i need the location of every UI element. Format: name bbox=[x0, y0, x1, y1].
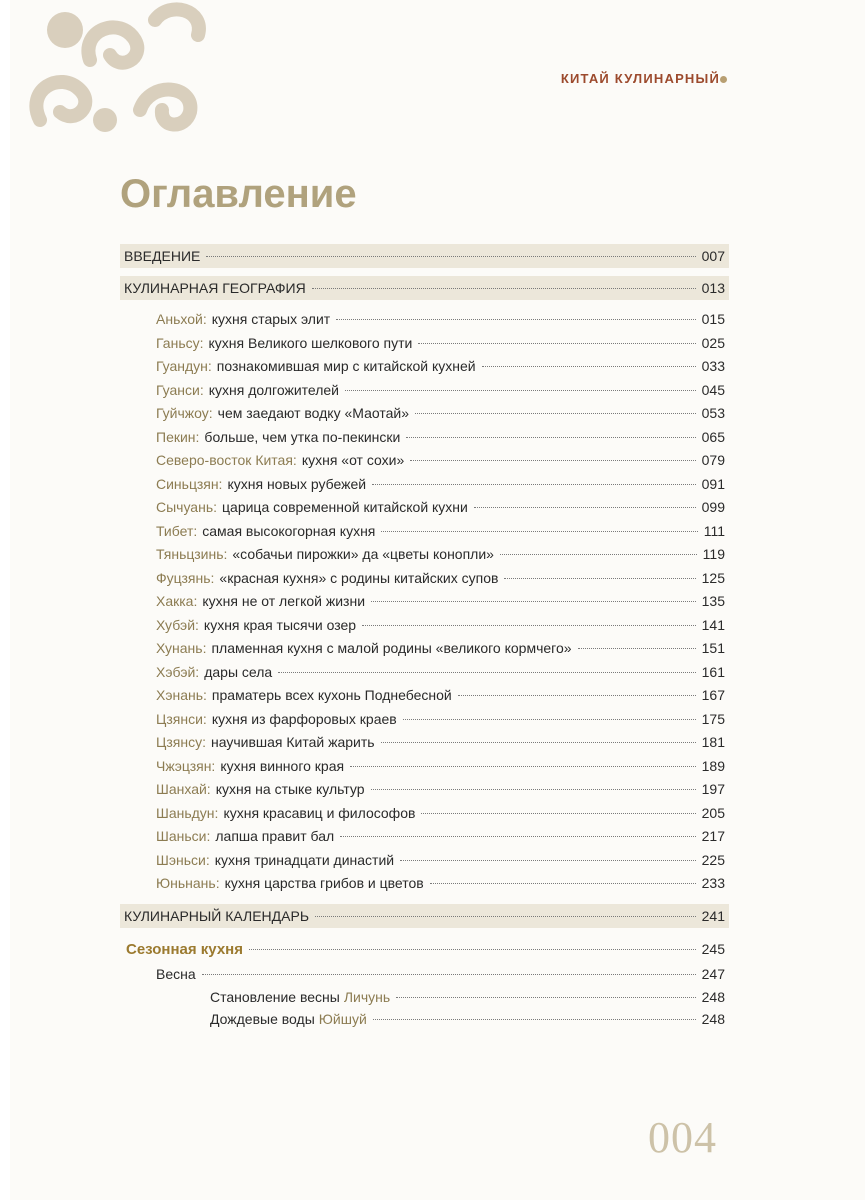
entry-label bbox=[156, 755, 344, 779]
dot-leader bbox=[315, 916, 696, 917]
page-number: 025 bbox=[701, 334, 725, 351]
entry-description: кухня на стыке культур bbox=[215, 781, 365, 797]
entry-description: пламенная кухня с малой родины «великого кормчего» bbox=[211, 640, 572, 656]
book-page bbox=[10, 0, 865, 1200]
toc-entry[interactable] bbox=[120, 802, 729, 826]
entry-label bbox=[156, 825, 334, 849]
page-number: 007 bbox=[701, 248, 725, 264]
entry-region: Шаньси: bbox=[156, 828, 211, 844]
toc-entry[interactable] bbox=[120, 614, 729, 638]
toc-entry-seasonal[interactable] bbox=[120, 936, 729, 963]
toc-entry[interactable] bbox=[120, 355, 729, 379]
entry-label bbox=[156, 520, 375, 544]
entry-title: Дождевые воды bbox=[210, 1010, 315, 1027]
entry-description: научившая Китай жарить bbox=[210, 734, 375, 750]
subsection-label: Весна bbox=[156, 965, 196, 982]
toc-entry[interactable] bbox=[120, 1008, 729, 1030]
dot-leader bbox=[418, 343, 695, 344]
toc-section-geography[interactable] bbox=[120, 276, 729, 300]
entry-label bbox=[156, 567, 498, 591]
toc-entry[interactable] bbox=[120, 825, 729, 849]
entry-region: Синьцзян: bbox=[156, 475, 223, 492]
toc-entry[interactable] bbox=[120, 332, 729, 356]
page-number: 053 bbox=[701, 405, 725, 421]
entry-region: Сычуань: bbox=[156, 499, 218, 515]
page-number: 079 bbox=[701, 452, 725, 468]
entry-region: Хунань: bbox=[156, 640, 207, 656]
dot-leader bbox=[372, 484, 696, 485]
section-label: КУЛИНАРНАЯ ГЕОГРАФИЯ bbox=[124, 280, 306, 296]
geography-entries bbox=[120, 308, 729, 896]
dot-leader bbox=[458, 695, 696, 696]
entry-description: кухня из фарфоровых краев bbox=[211, 710, 397, 727]
toc-entry[interactable] bbox=[120, 520, 729, 544]
toc-entry[interactable] bbox=[120, 308, 729, 332]
page-number: 197 bbox=[701, 781, 725, 797]
entry-label bbox=[156, 308, 330, 332]
entry-description: кухня долгожителей bbox=[208, 381, 339, 398]
toc-entry[interactable] bbox=[120, 778, 729, 802]
toc-entry[interactable] bbox=[120, 567, 729, 591]
toc-entry[interactable] bbox=[120, 755, 729, 779]
page-number: 141 bbox=[701, 616, 725, 633]
page-number: 161 bbox=[701, 663, 725, 680]
entry-label bbox=[156, 731, 375, 755]
entry-description: «собачьи пирожки» да «цветы конопли» bbox=[232, 546, 494, 562]
entry-label bbox=[156, 708, 397, 732]
dot-leader bbox=[371, 601, 696, 602]
entry-description: больше, чем утка по-пекински bbox=[204, 428, 401, 445]
entry-region: Тяньцзинь: bbox=[156, 546, 228, 562]
entry-label bbox=[156, 543, 494, 567]
page-number: 045 bbox=[701, 381, 725, 398]
page-number: 015 bbox=[701, 311, 725, 327]
toc-entry[interactable] bbox=[120, 986, 729, 1008]
dot-leader bbox=[504, 578, 695, 579]
page-number: 217 bbox=[701, 828, 725, 844]
entry-region: Гуанси: bbox=[156, 381, 204, 398]
toc-entry[interactable] bbox=[120, 637, 729, 661]
entry-description: кухня винного края bbox=[220, 757, 345, 774]
page-number: 119 bbox=[702, 546, 725, 562]
entry-region: Хакка: bbox=[156, 593, 198, 609]
entry-region: Гуандун: bbox=[156, 358, 212, 374]
table-of-contents bbox=[120, 244, 729, 1030]
entry-description: кухня старых элит bbox=[211, 311, 331, 327]
dot-leader bbox=[381, 531, 697, 532]
toc-entry[interactable] bbox=[120, 543, 729, 567]
entry-description: кухня новых рубежей bbox=[227, 475, 367, 492]
entry-description: кухня тринадцати династий bbox=[214, 851, 395, 868]
entry-description: «красная кухня» с родины китайских супов bbox=[219, 569, 499, 586]
toc-section-calendar[interactable] bbox=[120, 904, 729, 928]
page-number: 065 bbox=[701, 428, 725, 445]
dot-leader bbox=[410, 460, 695, 461]
dot-leader bbox=[340, 836, 695, 837]
entry-region: Хубэй: bbox=[156, 616, 199, 633]
dot-leader bbox=[371, 789, 696, 790]
entry-region: Цзянси: bbox=[156, 710, 207, 727]
page-number: 241 bbox=[701, 907, 725, 924]
dot-leader bbox=[249, 949, 696, 950]
toc-entry[interactable] bbox=[120, 426, 729, 450]
page-number: 225 bbox=[701, 851, 725, 868]
entry-region: Шэньси: bbox=[156, 851, 210, 868]
page-number: 189 bbox=[701, 757, 725, 774]
entry-label bbox=[156, 872, 424, 896]
dot-leader bbox=[278, 672, 695, 673]
entry-description: кухня края тысячи озер bbox=[203, 616, 357, 633]
section-label: КУЛИНАРНЫЙ КАЛЕНДАРЬ bbox=[124, 907, 310, 924]
entry-description: самая высокогорная кухня bbox=[202, 522, 376, 539]
toc-entry[interactable] bbox=[120, 684, 729, 708]
entry-label bbox=[156, 426, 400, 450]
toc-entry[interactable] bbox=[120, 590, 729, 614]
dot-leader bbox=[350, 766, 696, 767]
dot-leader bbox=[400, 860, 696, 861]
dot-leader bbox=[430, 883, 696, 884]
entry-term: Юйшуй bbox=[318, 1010, 367, 1027]
entry-description: лапша правит бал bbox=[215, 828, 335, 844]
dot-leader bbox=[202, 974, 696, 975]
toc-entry-spring[interactable] bbox=[120, 963, 729, 986]
toc-entry[interactable] bbox=[120, 872, 729, 896]
dot-leader bbox=[482, 366, 696, 367]
entry-region: Хэнань: bbox=[156, 687, 207, 703]
page-number: 247 bbox=[701, 965, 725, 982]
toc-entry[interactable] bbox=[120, 449, 729, 473]
entry-description: кухня красавиц и философов bbox=[223, 804, 416, 821]
section-label: ВВЕДЕНИЕ bbox=[124, 248, 201, 264]
entry-region: Шаньдун: bbox=[156, 804, 219, 821]
entry-region: Северо-восток Китая: bbox=[156, 452, 297, 468]
toc-entry[interactable] bbox=[120, 379, 729, 403]
entry-label bbox=[156, 402, 409, 426]
entry-label bbox=[156, 802, 415, 826]
cloud-ornament-icon bbox=[20, 0, 210, 150]
entry-label bbox=[156, 637, 572, 661]
dot-leader bbox=[373, 1019, 696, 1020]
page-number: 033 bbox=[701, 358, 725, 374]
dot-leader bbox=[396, 997, 695, 998]
entry-description: кухня «от сохи» bbox=[301, 452, 405, 468]
entry-label bbox=[156, 684, 452, 708]
page-number: 013 bbox=[701, 280, 725, 296]
entry-label bbox=[210, 986, 390, 1008]
page-number: 205 bbox=[701, 804, 725, 821]
page-number: 233 bbox=[701, 875, 725, 891]
entry-title: Становление весны bbox=[210, 988, 340, 1005]
entry-label bbox=[156, 379, 339, 403]
dot-leader bbox=[403, 719, 696, 720]
entry-label bbox=[156, 661, 272, 685]
entry-region: Тибет: bbox=[156, 522, 198, 539]
entry-region: Чжэцзян: bbox=[156, 757, 216, 774]
page-number: 248 bbox=[701, 1010, 725, 1027]
entry-description: дары села bbox=[204, 663, 273, 680]
dot-leader bbox=[578, 648, 696, 649]
entry-description: познакомившая мир с китайской кухней bbox=[216, 358, 476, 374]
entry-region: Цзянсу: bbox=[156, 734, 206, 750]
dot-leader bbox=[345, 390, 696, 391]
entry-description: чем заедают водку «Маотай» bbox=[217, 405, 410, 421]
entry-region: Юньнань: bbox=[156, 875, 220, 891]
entry-label bbox=[156, 849, 394, 873]
entry-label bbox=[156, 449, 404, 473]
toc-title: Оглавление bbox=[120, 172, 357, 216]
dot-leader bbox=[362, 625, 696, 626]
running-head: КИТАЙ КУЛИНАРНЫЙ bbox=[560, 71, 720, 86]
entry-description: кухня царства грибов и цветов bbox=[224, 875, 424, 891]
page-number: 181 bbox=[701, 734, 725, 750]
page-number: 248 bbox=[701, 988, 725, 1005]
entry-label bbox=[156, 614, 356, 638]
page-number: 099 bbox=[701, 499, 725, 515]
dot-leader bbox=[406, 437, 695, 438]
entry-description: кухня Великого шелкового пути bbox=[208, 334, 413, 351]
dot-leader bbox=[336, 319, 695, 320]
page-number: 175 bbox=[701, 710, 725, 727]
toc-entry[interactable] bbox=[120, 708, 729, 732]
dot-leader bbox=[421, 813, 695, 814]
dot-leader bbox=[415, 413, 696, 414]
entry-region: Хэбэй: bbox=[156, 663, 200, 680]
entry-region: Ганьсу: bbox=[156, 334, 204, 351]
entry-label bbox=[210, 1008, 367, 1030]
entry-label bbox=[156, 473, 366, 497]
entry-description: кухня не от легкой жизни bbox=[202, 593, 366, 609]
entry-region: Гуйчжоу: bbox=[156, 405, 213, 421]
page-number: 111 bbox=[703, 522, 725, 539]
running-head-dot-icon bbox=[720, 76, 727, 83]
toc-entry[interactable] bbox=[120, 496, 729, 520]
page-folio: 004 bbox=[648, 1113, 717, 1162]
page-number: 245 bbox=[701, 940, 725, 957]
entry-term: Личунь bbox=[343, 988, 391, 1005]
toc-entry[interactable] bbox=[120, 473, 729, 497]
page-number: 125 bbox=[701, 569, 725, 586]
entry-region: Фуцзянь: bbox=[156, 569, 215, 586]
toc-entry[interactable] bbox=[120, 402, 729, 426]
page-number: 135 bbox=[701, 593, 725, 609]
entry-description: царица современной китайской кухни bbox=[222, 499, 468, 515]
entry-region: Пекин: bbox=[156, 428, 200, 445]
entry-label bbox=[156, 496, 468, 520]
entry-label bbox=[156, 332, 412, 356]
entry-description: праматерь всех кухонь Поднебесной bbox=[211, 687, 452, 703]
toc-entry[interactable] bbox=[120, 849, 729, 873]
dot-leader bbox=[312, 288, 696, 289]
entry-label bbox=[156, 778, 365, 802]
entry-region: Шанхай: bbox=[156, 781, 211, 797]
subsection-label: Сезонная кухня bbox=[126, 940, 243, 958]
entry-label bbox=[156, 355, 476, 379]
toc-section-intro[interactable] bbox=[120, 244, 729, 268]
dot-leader bbox=[381, 742, 696, 743]
page-number: 091 bbox=[701, 475, 725, 492]
dot-leader bbox=[206, 256, 695, 257]
entry-label bbox=[156, 590, 365, 614]
spring-entries bbox=[120, 986, 729, 1030]
page-number: 167 bbox=[701, 687, 725, 703]
page-number: 151 bbox=[701, 640, 725, 656]
toc-entry[interactable] bbox=[120, 661, 729, 685]
entry-region: Аньхой: bbox=[156, 311, 207, 327]
toc-entry[interactable] bbox=[120, 731, 729, 755]
dot-leader bbox=[474, 507, 696, 508]
dot-leader bbox=[500, 554, 697, 555]
